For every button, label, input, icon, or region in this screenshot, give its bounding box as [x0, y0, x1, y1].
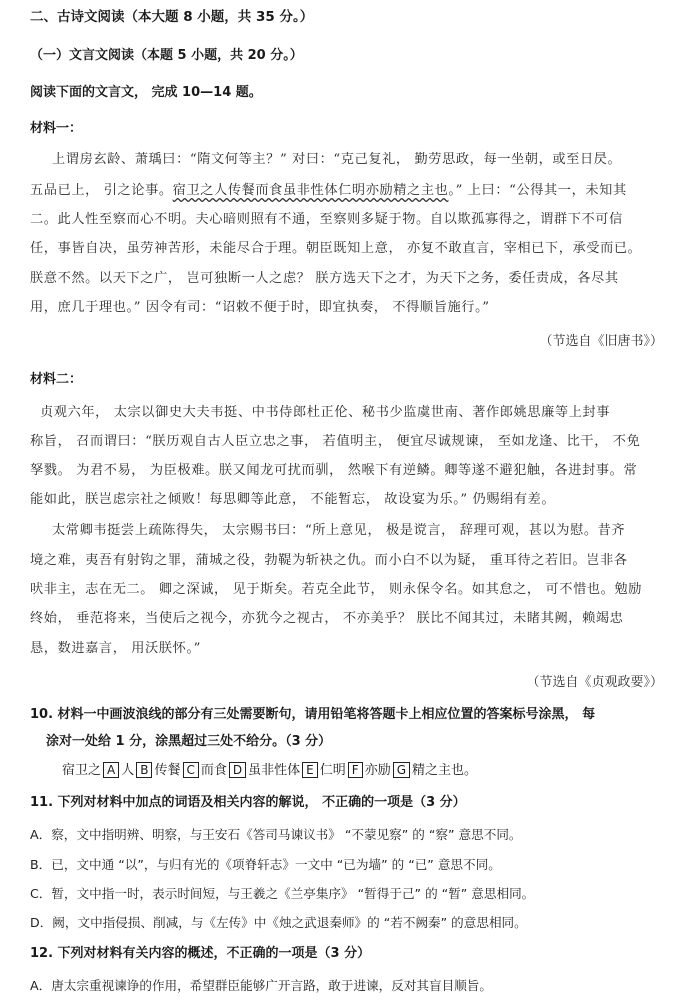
material1-line-end: 。” 上曰：“公得其一，未知其 [448, 183, 627, 198]
answer-box-b: B [136, 762, 152, 778]
material1-line-start: 五品已上， 引之论事。 [30, 183, 173, 198]
q10-segment: 亦励 [364, 763, 391, 778]
material2-line: 能如此，朕岂虑宗社之倾败！每思卿等此意， 不能暂忘， 故设宴为乐。” 仍赐绢有差。 [30, 492, 556, 507]
answer-box-e: E [302, 762, 318, 778]
q11-option-d: D．阙，文中指侵损、削减，与《左传》中《烛之武退秦师》的 “若不阙秦” 的意思相同。 [30, 915, 527, 930]
material1-line: 上谓房玄龄、萧瑀曰：“隋文何等主？” 对曰：“克己复礼， 勤劳思政，每一坐朝，或至日昃。 [52, 152, 622, 167]
q10-sentence [62, 762, 477, 780]
answer-box-c: C [183, 762, 199, 778]
answer-box-a: A [103, 762, 119, 778]
material1-source: （节选自《旧唐书》） [539, 334, 663, 349]
material1-line: 任，事皆自决，虽劳神苦形，未能尽合于理。朝臣既知上意， 亦复不敢直言，宰相已下，承受而已。 [30, 241, 642, 256]
q10-segment: 精之主也。 [412, 763, 478, 778]
section-title: 二、古诗文阅读（本大题 8 小题，共 35 分。） [30, 9, 314, 25]
q12-stem: 12. 下列对材料有关内容的概述，不正确的一项是（3 分） [30, 946, 371, 961]
answer-box-f: F [348, 762, 363, 778]
q10-segment: 虽非性体 [248, 763, 301, 778]
answer-box-d: D [229, 762, 246, 778]
q10-segment: 仁明 [319, 763, 346, 778]
q11-option-a: A．察，文中指明辨、明察，与王安石《答司马谏议书》 “不蒙见察” 的 “察” 意思不同。 [30, 827, 522, 842]
q10-segment: 传餐 [154, 763, 181, 778]
material1-label: 材料一： [30, 121, 83, 136]
material2-line: 称旨， 召而谓曰：“朕历观自古人臣立忠之事， 若值明主， 便宜尽诚规谏， 至如龙逢、比干， 不免 [30, 434, 641, 449]
q10-stem: 10. 材料一中画波浪线的部分有三处需要断句，请用铅笔将答题卡上相应位置的答案标号涂黑， 每 [30, 707, 596, 722]
q11-option-b: B．已，文中通 “以”，与归有光的《项脊轩志》一文中 “已为墙” 的 “已” 意思不同。 [30, 857, 501, 872]
q10-segment: 人 [121, 763, 135, 778]
material2-line: 恳，数进嘉言， 用沃朕怀。” [30, 641, 201, 656]
q10-segment: 宿卫之 [62, 763, 102, 778]
answer-box-g: G [393, 762, 410, 778]
material2-source: （节选自《贞观政要》） [526, 675, 663, 690]
material1-line: 朕意不然。以天下之广， 岂可独断一人之虑？ 朕方选天下之才，为天下之务，委任责成，各尽其 [30, 271, 619, 286]
q11-option-c: C．暂，文中指一时，表示时间短，与王羲之《兰亭集序》 “暂得于己” 的 “暂” 意思相同。 [30, 886, 535, 901]
material1-line: 用，庶几于理也。” 因令有司：“诏敕不便于时，即宜执奏， 不得顺旨施行。” [30, 300, 490, 315]
wavy-underlined-passage: 宿卫之人传餐而食虽非性体仁明亦励精之主也 [172, 183, 449, 198]
material2-label: 材料二： [30, 372, 83, 387]
material2-line: 太常卿韦挺尝上疏陈得失， 太宗赐书曰：“所上意见， 极是谠言， 辞理可观，甚以为慰。昔齐 [52, 523, 626, 538]
q12-option-a: A．唐太宗重视谏诤的作用，希望群臣能够广开言路，敢于进谏，反对其盲目顺旨。 [30, 978, 492, 993]
material1-line [30, 182, 627, 200]
q10-stem-cont: 涂对一处给 1 分，涂黑超过三处不给分。（3 分） [46, 734, 332, 749]
material2-line: 境之难，夷吾有射钩之罪，蒲城之役，勃鞮为斩袂之仇。而小白不以为疑， 重耳待之若旧。岂非各 [30, 553, 628, 568]
material2-line: 吠非主，志在无二。 卿之深诚， 见于斯矣。若克全此节， 则永保令名。如其怠之， 可不惜也。勉励 [30, 582, 643, 597]
material2-line: 孥戮。 为君不易， 为臣极难。朕又闻龙可扰而驯， 然喉下有逆鳞。卿等遂不避犯触，各进封事。常 [30, 463, 638, 478]
material2-line: 终始， 垂范将来，当使后之视今，亦犹今之视古， 不亦美乎？ 朕比不闻其过，未睹其阙，赖竭忠 [30, 611, 624, 626]
q11-stem: 11. 下列对材料中加点的词语及相关内容的解说， 不正确的一项是（3 分） [30, 795, 466, 810]
section-sub-title: （一）文言文阅读（本题 5 小题，共 20 分。） [30, 48, 303, 63]
material2-line: 贞观六年， 太宗以御史大夫韦挺、中书侍郎杜正伦、秘书少监虞世南、著作郎姚思廉等上封事 [40, 405, 611, 420]
q10-segment: 而食 [200, 763, 227, 778]
reading-instruction: 阅读下面的文言文， 完成 10—14 题。 [30, 85, 262, 100]
material1-line: 二。此人性至察而心不明。夫心暗则照有不通，至察则多疑于物。自以欺孤寡得之，谓群下不可信 [30, 212, 623, 227]
